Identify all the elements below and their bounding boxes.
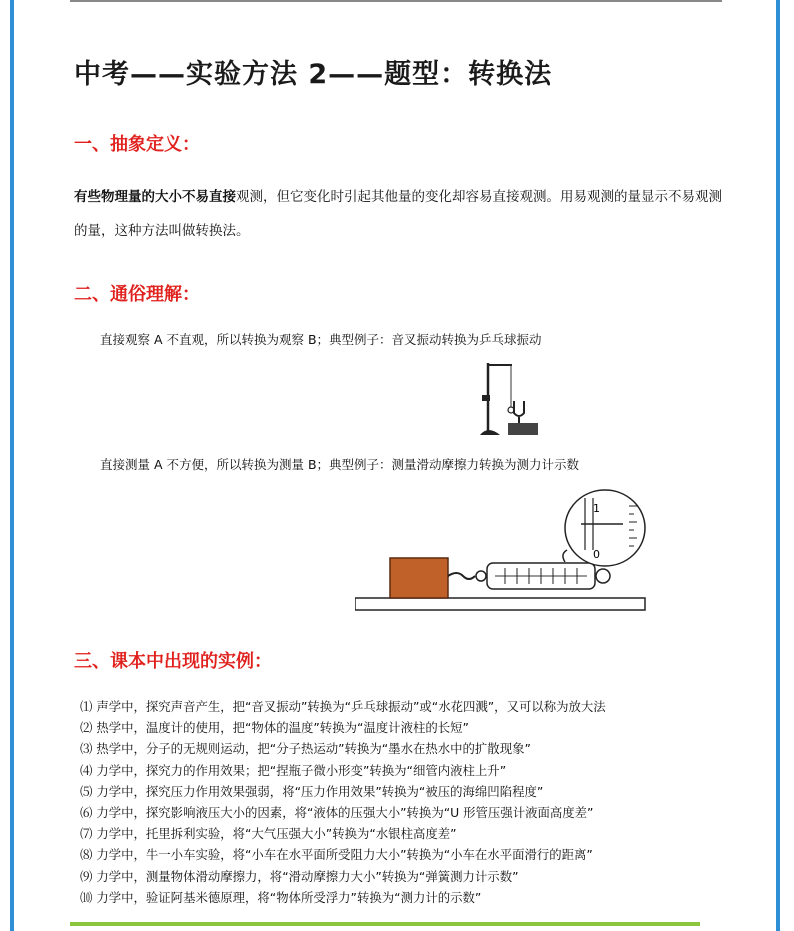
friction-experiment-figure (355, 488, 655, 613)
understanding-line-2: 直接测量 A 不方便，所以转换为测量 B；典型例子：测量滑动摩擦力转换为测力计示数 (100, 457, 580, 472)
section-heading-understanding: 二、通俗理解： (74, 284, 200, 305)
scale-label-1: 1 (593, 502, 600, 515)
definition-bold-text: 有些物理量的大小不易直接 (74, 189, 236, 205)
bottom-divider (70, 922, 700, 926)
page-title: 中考——实验方法 2——题型：转换法 (74, 59, 553, 90)
list-item: ⑺ 力学中，托里拆利实验，将“大气压强大小”转换为“水银柱高度差” (80, 826, 457, 842)
list-item: ⑸ 力学中，探究压力作用效果强弱，将“压力作用效果”转换为“被压的海绵凹陷程度” (80, 783, 544, 799)
left-frame-border (10, 0, 14, 931)
list-item: ⑼ 力学中，测量物体滑动摩擦力，将“滑动摩擦力大小”转换为“弹簧测力计示数” (80, 868, 519, 884)
section-heading-examples: 三、课本中出现的实例： (74, 651, 272, 672)
list-item: ⑶ 热学中，分子的无规则运动，把“分子热运动”转换为“墨水在热水中的扩散现象” (80, 741, 531, 757)
tuning-fork-figure (478, 355, 544, 443)
examples-list (80, 696, 740, 908)
definition-text: 观测，但它变化时引起其他量的变化却容易直接观测。用易观测的量显示不易观测的量，这种方法叫做转换法。 (74, 189, 722, 239)
understanding-line-1: 直接观察 A 不直观，所以转换为观察 B；典型例子：音叉振动转换为乒乓球振动 (100, 332, 542, 347)
list-item: ⑹ 力学中，探究影响液压大小的因素，将“液体的压强大小”转换为“U 形管压强计液面高度差” (80, 804, 594, 820)
right-frame-border (776, 0, 780, 931)
list-item: ⑷ 力学中，探究力的作用效果；把“捏瓶子微小形变”转换为“细管内液柱上升” (80, 762, 507, 778)
scale-label-0: 0 (593, 548, 600, 561)
top-divider (70, 0, 722, 2)
section-heading-definition: 一、抽象定义： (74, 134, 200, 155)
list-item: ⑽ 力学中，验证阿基米德原理，将“物体所受浮力”转换为“测力计的示数” (80, 889, 482, 905)
list-item: ⑵ 热学中，温度计的使用，把“物体的温度”转换为“温度计液柱的长短” (80, 720, 469, 736)
list-item: ⑴ 声学中，探究声音产生，把“音叉振动”转换为“乒乓球振动”或“水花四溅”，又可以称为放大法 (80, 699, 606, 714)
list-item: ⑻ 力学中，牛一小车实验，将“小车在水平面所受阻力大小”转换为“小车在水平面滑行的距离” (80, 847, 593, 863)
definition-paragraph (74, 180, 724, 248)
